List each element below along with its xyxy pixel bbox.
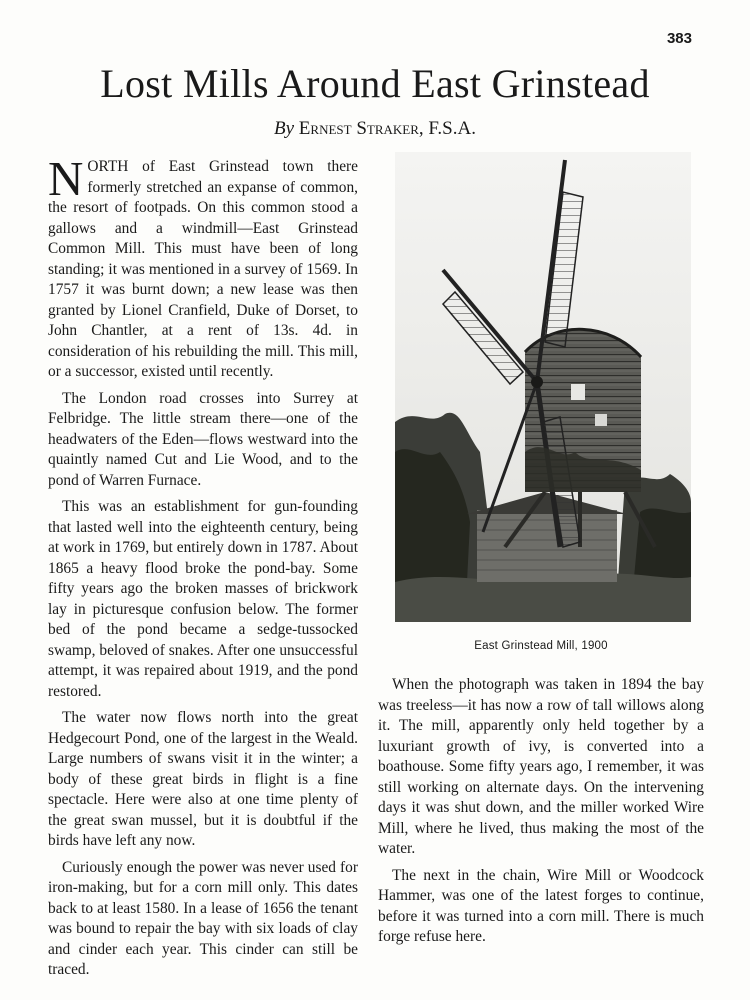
- paragraph: [48, 151, 358, 383]
- windmill-photo: [395, 152, 691, 622]
- paragraph: When the photograph was taken in 1894 the bay was treeless—it has now a row of tall willows along it. The mill, apparently only held together by a luxuriant growth of ivy, is converted into a boathouse. Some fifty years ago, I remember, it was still working on alternate days. On the intervening days it was shut down, and the miller worked Wire Mill, where he lived, thus making the most of the water.: [378, 676, 704, 857]
- drop-cap: N: [48, 151, 84, 206]
- right-column: [378, 675, 704, 954]
- paragraph: Curiously enough the power was never used for iron-making, but for a corn mill only. This dates back to at least 1580. In a lease of 1656 the tenant was bound to repair the bay with six loads of clay and cinder each year. This cinder can still be traced.: [48, 858, 358, 978]
- windmill-illustration: [395, 152, 691, 622]
- paragraph: The water now flows north into the great Hedgecourt Pond, one of the largest in the Weald. Large numbers of swans visit it in the winter; a body of these great birds in flight is a fine spectacle. Here were also at one time plenty of the great swan mussel, but it is doubtful if the birds have left any now.: [48, 709, 358, 849]
- figure-caption: East Grinstead Mill, 1900: [474, 640, 608, 652]
- paragraph: This was an establishment for gun-founding that lasted well into the eighteenth century, being at work in 1769, but entirely down in 1787. About 1865 a heavy flood broke the pond-bay. Some fifty years ago the broken masses of brickwork lay in picturesque confusion below. The former bed of the pond became a sedge-tussocked swamp, beloved of snakes. After one unsuccessful attempt, it was repaired about 1919, and the pond restored.: [48, 498, 358, 700]
- page-number: 383: [666, 30, 692, 47]
- paragraph-text: of East Grinstead town there formerly stretched an expanse of common, the resort of footpads. On this common stood a gallows and a windmill—East Grinstead Common Mill. This must have been of long standing; it was mentioned in a survey of 1569. In 1757 it was burnt down; a new lease was then granted by Lionel Cranfield, Duke of Dorset, to John Chantler, at a rent of 13s. 4d. in consideration of his rebuilding the mill. This mill, or a successor, existed until recently.: [48, 158, 358, 380]
- paragraph: The next in the chain, Wire Mill or Woodcock Hammer, was one of the latest forges to continue, before it was turned into a corn mill. There is much forge refuse here.: [378, 866, 704, 945]
- article-title: Lost Mills Around East Grinstead: [100, 61, 650, 106]
- author-name: Ernest Straker, F.S.A.: [298, 118, 476, 139]
- byline-prefix: By: [274, 118, 295, 139]
- lead-word: ORTH: [87, 158, 129, 175]
- byline: [0, 118, 750, 140]
- paragraph: The London road crosses into Surrey at Felbridge. The little stream there—one of the headwaters of the Eden—flows westward into the quaintly named Cut and Lie Wood, and to the pond of Warren Furnace.: [48, 389, 358, 489]
- left-column: [48, 151, 358, 987]
